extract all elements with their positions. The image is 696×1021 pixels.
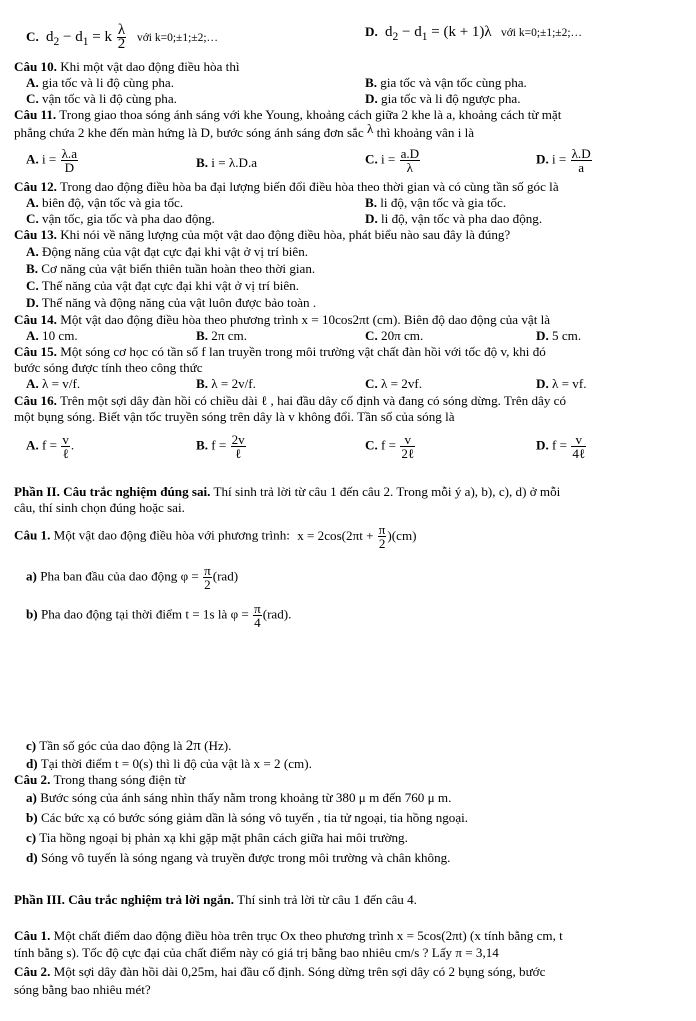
frac-num: λ.D [571,146,591,161]
eq-part: t = 1s [185,606,215,622]
question-15-line2 [14,360,203,376]
part2-q2-item-a [26,790,451,806]
question-text: Trong giao thoa sóng ánh sáng với khe Young, khoảng cách giữa 2 khe là a, khoảng cách từ mặt [59,107,562,122]
q10-option-a: A. gia tốc và li độ cùng pha. [26,75,175,90]
top-option-c [26,24,218,51]
option-text: Thế năng của vật đạt cực đại khi vật ở vị trí biên. [41,278,300,293]
q12-option-b: B. li độ, vận tốc và gia tốc. [365,195,507,210]
frac-num: v [400,433,415,447]
question-text: Khi một vật dao động điều hòa thì [60,59,240,74]
unit: (rad) [212,568,239,584]
question-label: Câu 16. [14,393,57,408]
condition: với k=0;±1;±2;… [500,27,583,39]
section-intro: câu, thí sinh chọn đúng hoặc sai. [14,500,185,515]
q13-option-d: D. Thế năng và động năng của vật luôn được bảo toàn . [26,295,317,310]
item-label: c) [26,830,37,845]
question-text: Trong dao động điều hòa ba đại lượng biến đổi điều hòa theo thời gian và có cùng tần số góc là [59,179,559,194]
part2-q1-item-c [26,738,231,754]
question-label: Câu 11. [14,107,57,122]
question-text: tính bằng s). Tốc độ cực đại của chất điểm này có giá trị bằng bao nhiêu cm/s ? Lấy π = 3,14 [14,945,499,960]
option-text: li độ, vận tốc và gia tốc. [380,195,507,210]
item-text: Bước sóng của ánh sáng nhìn thấy nằm trong khoảng từ 380 μ m đến 760 μ m. [40,790,452,805]
c-formula: $d_2 - d_1 = k$ $\frac{\lambda}{2}$ [46,22,126,52]
part2-q1-item-a [26,564,238,591]
q16-option-b: B. f = $\frac{2v}{\text{ℓ}}$ [196,432,245,461]
question-15 [14,344,546,360]
item-text: Tại thời điểm t = 0(s) thì li độ của vật là x = 2 (cm). [40,756,312,771]
option-text: Cơ năng của vật biến thiên tuần hoàn theo thời gian. [41,261,316,276]
option-letter: D. [365,24,378,39]
part2-q2-item-b [26,810,468,826]
frac-den: 4 [254,615,261,630]
question-label: Câu 12. [14,179,57,194]
item-text: Pha ban đầu của dao động [40,568,178,584]
unit: (rad). [262,606,292,622]
question-text: Một vật dao động điều hòa với phương trình: [53,527,290,543]
frac-den: ℓ [235,446,242,461]
condition: với k=0;±1;±2;… [136,31,219,44]
frac-num: λ.a [61,146,78,161]
part3-heading [14,892,417,908]
item-label: d) [26,756,38,771]
part2-question-2 [14,772,185,788]
frac-num: a.D [400,146,420,161]
q12-option-a: A. biên độ, vận tốc và gia tốc. [26,195,184,210]
frac-den: D [64,160,75,175]
question-13 [14,227,510,243]
frac-num: v [571,433,586,447]
question-label: Câu 1. [14,527,51,543]
part3-question-2-line2 [14,982,151,998]
item-text: Pha dao động tại thời điểm [40,606,183,622]
question-10 [14,59,240,75]
frac-den: 2 [117,36,126,52]
frac-num: π [204,563,211,578]
q11-option-b: B. i = λ.D.a [196,155,258,170]
q15-option-d: D. λ = vf. [536,376,587,391]
section-intro: Thí sinh trả lời từ câu 1 đến câu 4. [237,892,417,907]
part3-question-1 [14,928,563,944]
item-text: Tần số góc của dao động là [39,738,183,753]
part2-q2-item-c [26,830,408,846]
eq-part: x = 2cos(2πt + [297,527,374,543]
d-symbol: d [46,28,54,45]
minus-d: − d [63,28,83,45]
option-text: 20π cm. [381,328,424,343]
option-text: λ = vf. [552,376,587,391]
question-text: phẳng chứa 2 khe đến màn hứng là D, bước sóng ánh sáng đơn sắc [14,125,364,140]
question-text: bước sóng được tính theo công thức [14,360,203,375]
question-text: một bụng sóng. Biết vận tốc truyền sóng trên dây là v không đổi. Tần số của sóng là [14,409,455,424]
option-letter: C. [26,28,39,44]
question-text: Một sóng cơ học có tần số f lan truyền trong môi trường vật chất đàn hồi với tốc độ v, khi đó [60,344,546,359]
q14-option-b: B. 2π cm. [196,328,247,343]
part3-question-1-line2 [14,945,499,961]
question-16-line2 [14,409,455,425]
q11-option-a: A. i = $\frac{\lambda.a}{D}$ [26,146,78,175]
lambda-over-2 [117,24,127,51]
question-text: Một vật dao động điều hòa theo phương trình x = 10cos2πt (cm). Biên độ dao động của vật là [60,312,551,327]
item-text: là [217,606,228,622]
item-label: c) [26,738,37,753]
frac-num: π [378,522,386,537]
question-text: Khi nói về năng lượng của một vật dao động điều hòa, phát biểu nào sau đây là đúng? [60,227,511,242]
option-text: gia tốc và li độ cùng pha. [42,75,175,90]
question-text: Một sợi dây đàn hồi dài 0,25m, hai đầu cố định. Sóng dừng trên sợi dây có 2 bụng sóng, bước [53,964,546,979]
item-label: b) [26,606,38,622]
q16-option-c: C. f = $\frac{v}{\text{2ℓ}}$ [365,432,415,461]
part2-intro-line2 [14,500,185,516]
option-text: vận tốc, gia tốc và pha dao động. [42,211,215,226]
frac-den: 2 [204,577,211,592]
d-formula: $d_2 - d_1 = (k + 1)\lambda$ [385,24,492,43]
question-label: Câu 2. [14,964,51,979]
question-label: Câu 15. [14,344,57,359]
q16-option-d: D. f = $\frac{v}{\text{4ℓ}}$ [536,432,586,461]
option-text: vận tốc và li độ cùng pha. [42,91,177,106]
option-text: 10 cm. [42,328,78,343]
frac-den: λ [406,160,414,175]
frac-num: π [254,601,261,616]
d-expr: = (k + 1)λ [431,24,492,40]
equation [297,522,417,551]
q15-option-a: A. λ = v/f. [26,376,81,391]
question-label: Câu 2. [14,772,51,787]
item-label: b) [26,810,38,825]
q11-option-d: D. i = $\frac{\lambda.D}{a}$ [536,146,591,175]
equals-k: = k [92,28,112,45]
item-text: Các bức xạ có bước sóng giảm dần là sóng vô tuyến , tia tử ngoại, tia hồng ngoại. [40,810,469,825]
item-label: a) [26,790,37,805]
question-11-line2 [14,121,475,141]
q14-option-d: D. 5 cm. [536,328,582,343]
option-text: Thế năng và động năng của vật luôn được bảo toàn . [41,295,317,310]
part2-q2-item-d [26,850,450,866]
q10-option-d: D. gia tốc và li độ ngược pha. [365,91,521,106]
section-intro: Thí sinh trả lời từ câu 1 đến câu 2. Trong mỗi ý a), b), c), d) ở mỗi [213,484,561,499]
q15-option-c: C. λ = 2vf. [365,376,423,391]
option-text: 5 cm. [552,328,582,343]
option-text: λ = 2v/f. [211,376,256,391]
question-text: sóng bằng bao nhiêu mét? [14,982,151,997]
option-text: gia tốc và li độ ngược pha. [381,91,521,106]
frac-den: 2ℓ [401,446,415,461]
part2-q1-item-d [26,756,312,772]
option-text: gia tốc và vận tốc cùng pha. [380,75,527,90]
question-label: Câu 14. [14,312,57,327]
question-11 [14,107,561,123]
eq-part: 2π [185,738,201,754]
question-14 [14,312,550,328]
eq-part: φ = [230,606,249,622]
option-text: biên độ, vận tốc và gia tốc. [42,195,184,210]
q12-option-c: C. vận tốc, gia tốc và pha dao động. [26,211,215,226]
frac-num: λ [117,22,126,38]
section-title: Phần II. Câu trắc nghiệm đúng sai. [14,484,211,499]
item-label: d) [26,850,38,865]
option-text: λ = v/f. [42,376,81,391]
question-16 [14,393,566,409]
question-12 [14,179,559,195]
unit: (Hz). [204,738,232,753]
eq-part: φ = [180,568,199,584]
item-label: a) [26,568,37,584]
question-text: Trong thang sóng điện từ [53,772,186,787]
q11-option-c: C. i = $\frac{a.D}{\lambda}$ [365,146,420,175]
option-text: li độ, vận tốc và pha dao động. [381,211,543,226]
q13-option-b: B. Cơ năng của vật biến thiên tuần hoàn theo thời gian. [26,261,316,276]
option-text: Động năng của vật đạt cực đại khi vật ở vị trí biên. [42,244,309,259]
q13-option-a: A. Động năng của vật đạt cực đại khi vật ở vị trí biên. [26,244,309,259]
q10-option-c: C. vận tốc và li độ cùng pha. [26,91,177,106]
item-text: Sóng vô tuyến là sóng ngang và truyền được trong môi trường và chân không. [40,850,451,865]
frac-den: 2 [378,536,386,551]
question-text: thì khoảng vân i là [376,125,475,140]
frac-num: 2v [231,432,245,447]
frac-den: 4ℓ [572,446,586,461]
question-text: Một chất điểm dao động điều hòa trên trục Ox theo phương trình x = 5cos(2πt) (x tính bằng cm, t [53,928,563,943]
q14-option-c: C. 20π cm. [365,328,424,343]
question-label: Câu 1. [14,928,51,943]
q14-option-a: A. 10 cm. [26,328,78,343]
frac-den: ℓ [62,446,69,461]
top-option-d [365,24,582,45]
q12-option-d: D. li độ, vận tốc và pha dao động. [365,211,543,226]
question-label: Câu 10. [14,59,57,74]
frac-den: a [578,160,585,175]
section-title: Phần III. Câu trắc nghiệm trả lời ngắn. [14,892,235,907]
part2-q1-item-b [26,602,291,629]
q16-option-a: A. f = $\frac{v}{\text{ℓ}}$ . [26,432,75,461]
lambda-symbol: λ [366,121,374,136]
q15-option-b: B. λ = 2v/f. [196,376,256,391]
part2-heading [14,484,560,500]
question-label: Câu 13. [14,227,57,242]
eq-part: )(cm) [387,527,417,543]
question-text: Trên một sợi dây đàn hồi có chiều dài ℓ , hai đầu dây cố định và đang có sóng dừng. Trên dây có [59,393,566,408]
q10-option-b: B. gia tốc và vận tốc cùng pha. [365,75,527,90]
part2-question-1 [14,523,416,550]
part3-question-2 [14,964,545,980]
option-text: i = λ.D.a [211,155,258,170]
option-text: λ = 2vf. [381,376,423,391]
q13-option-c: C. Thế năng của vật đạt cực đại khi vật ở vị trí biên. [26,278,300,293]
frac-num: v [62,432,69,447]
item-text: Tia hồng ngoại bị phản xạ khi gặp mặt phân cách giữa hai môi trường. [39,830,408,845]
option-text: 2π cm. [211,328,247,343]
